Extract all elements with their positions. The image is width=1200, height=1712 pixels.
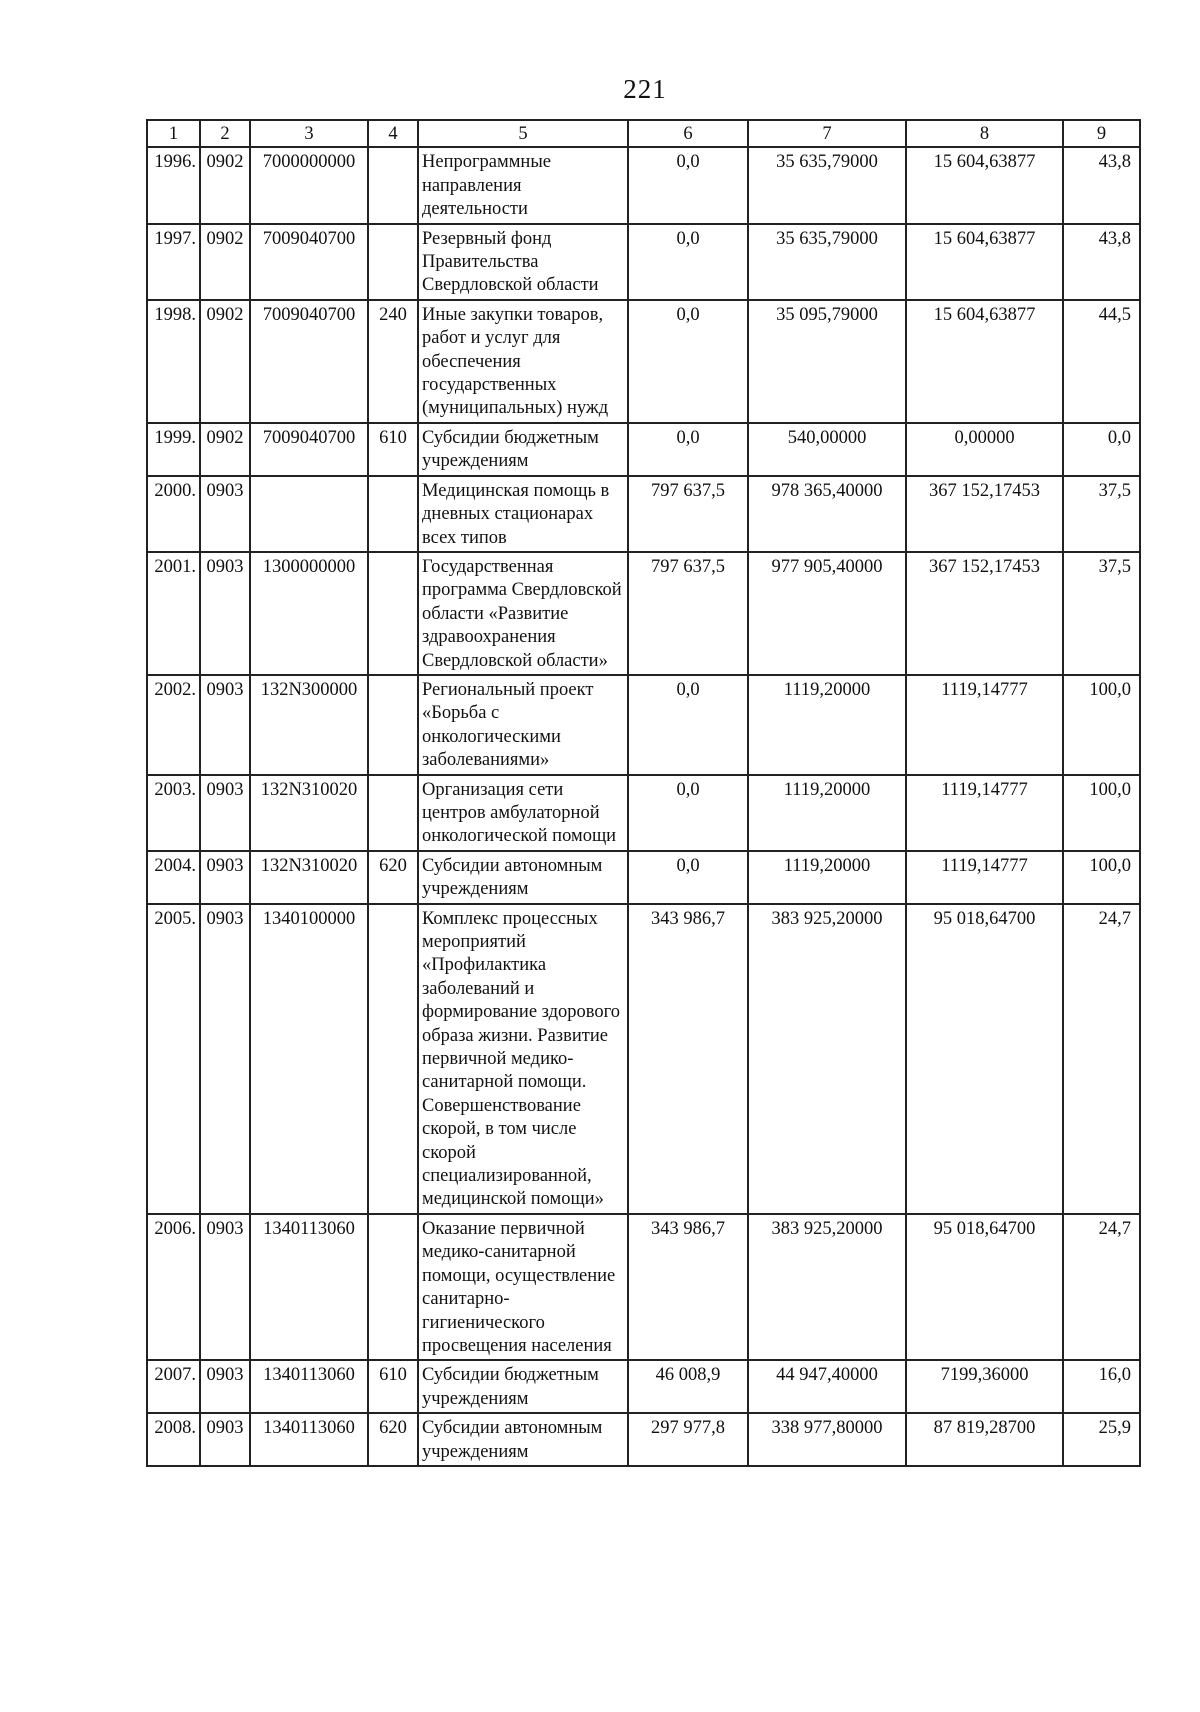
section-code: 0903 — [200, 675, 250, 775]
row-number: 2003. — [147, 775, 200, 851]
col-header: 1 — [147, 120, 200, 147]
item-name: Субсидии бюджетным учреждениям — [418, 423, 628, 476]
section-code: 0902 — [200, 224, 250, 300]
execution-percent: 37,5 — [1063, 552, 1140, 675]
header-row — [147, 120, 1140, 147]
expense-type-code — [368, 147, 418, 223]
approved-amount: 0,0 — [628, 675, 748, 775]
approved-amount: 343 986,7 — [628, 904, 748, 1214]
col-header: 5 — [418, 120, 628, 147]
item-name: Региональный проект «Борьба с онкологическими заболеваниями» — [418, 675, 628, 775]
section-code: 0902 — [200, 147, 250, 223]
executed-amount: 95 018,64700 — [906, 1214, 1063, 1360]
plan-amount: 1119,20000 — [748, 851, 906, 904]
section-code: 0903 — [200, 775, 250, 851]
col-header: 7 — [748, 120, 906, 147]
table-row — [147, 224, 1140, 300]
target-article-code: 7009040700 — [250, 300, 368, 423]
plan-amount: 338 977,80000 — [748, 1413, 906, 1466]
expense-type-code — [368, 904, 418, 1214]
execution-percent: 24,7 — [1063, 904, 1140, 1214]
item-name: Резервный фонд Правительства Свердловской области — [418, 224, 628, 300]
target-article-code: 7009040700 — [250, 224, 368, 300]
expense-type-code — [368, 675, 418, 775]
col-header: 4 — [368, 120, 418, 147]
approved-amount: 0,0 — [628, 423, 748, 476]
approved-amount: 0,0 — [628, 224, 748, 300]
row-number: 2000. — [147, 476, 200, 552]
target-article-code: 132N300000 — [250, 675, 368, 775]
row-number: 1999. — [147, 423, 200, 476]
execution-percent: 43,8 — [1063, 147, 1140, 223]
approved-amount: 343 986,7 — [628, 1214, 748, 1360]
expense-type-code: 620 — [368, 1413, 418, 1466]
row-number: 2001. — [147, 552, 200, 675]
execution-percent: 16,0 — [1063, 1360, 1140, 1413]
plan-amount: 35 635,79000 — [748, 224, 906, 300]
table-row — [147, 147, 1140, 223]
table-body — [147, 147, 1140, 1466]
table-row — [147, 675, 1140, 775]
plan-amount: 1119,20000 — [748, 675, 906, 775]
expense-type-code — [368, 552, 418, 675]
executed-amount: 1119,14777 — [906, 775, 1063, 851]
executed-amount: 15 604,63877 — [906, 224, 1063, 300]
row-number: 2004. — [147, 851, 200, 904]
table-row — [147, 476, 1140, 552]
item-name: Субсидии автономным учреждениям — [418, 1413, 628, 1466]
target-article-code: 1300000000 — [250, 552, 368, 675]
row-number: 1997. — [147, 224, 200, 300]
approved-amount: 0,0 — [628, 300, 748, 423]
plan-amount: 977 905,40000 — [748, 552, 906, 675]
approved-amount: 0,0 — [628, 147, 748, 223]
approved-amount: 0,0 — [628, 851, 748, 904]
item-name: Субсидии бюджетным учреждениям — [418, 1360, 628, 1413]
budget-table — [146, 119, 1141, 1467]
plan-amount: 35 095,79000 — [748, 300, 906, 423]
expense-type-code — [368, 224, 418, 300]
item-name: Субсидии автономным учреждениям — [418, 851, 628, 904]
plan-amount: 44 947,40000 — [748, 1360, 906, 1413]
col-header: 8 — [906, 120, 1063, 147]
executed-amount: 1119,14777 — [906, 675, 1063, 775]
plan-amount: 383 925,20000 — [748, 904, 906, 1214]
approved-amount: 797 637,5 — [628, 552, 748, 675]
target-article-code: 7000000000 — [250, 147, 368, 223]
item-name: Комплекс процессных мероприятий «Профилактика заболеваний и формирование здорового образа жизни. Развитие первичной медико-санитарной помощи. Совершенствование скорой, в том числе скорой специализированной, медицинской помощи» — [418, 904, 628, 1214]
section-code: 0903 — [200, 904, 250, 1214]
expense-type-code: 240 — [368, 300, 418, 423]
target-article-code: 132N310020 — [250, 775, 368, 851]
section-code: 0903 — [200, 1360, 250, 1413]
page-number: 221 — [623, 74, 667, 104]
approved-amount: 797 637,5 — [628, 476, 748, 552]
expense-type-code — [368, 476, 418, 552]
expense-type-code — [368, 1214, 418, 1360]
col-header: 2 — [200, 120, 250, 147]
col-header: 9 — [1063, 120, 1140, 147]
row-number: 2008. — [147, 1413, 200, 1466]
execution-percent: 100,0 — [1063, 775, 1140, 851]
expense-type-code — [368, 775, 418, 851]
section-code: 0903 — [200, 1413, 250, 1466]
row-number: 2007. — [147, 1360, 200, 1413]
col-header: 3 — [250, 120, 368, 147]
section-code: 0903 — [200, 851, 250, 904]
target-article-code: 1340113060 — [250, 1214, 368, 1360]
section-code: 0903 — [200, 476, 250, 552]
execution-percent: 100,0 — [1063, 851, 1140, 904]
executed-amount: 15 604,63877 — [906, 300, 1063, 423]
table-row — [147, 552, 1140, 675]
table-row — [147, 904, 1140, 1214]
row-number: 2006. — [147, 1214, 200, 1360]
executed-amount: 367 152,17453 — [906, 476, 1063, 552]
execution-percent: 44,5 — [1063, 300, 1140, 423]
executed-amount: 7199,36000 — [906, 1360, 1063, 1413]
item-name: Медицинская помощь в дневных стационарах всех типов — [418, 476, 628, 552]
plan-amount: 35 635,79000 — [748, 147, 906, 223]
plan-amount: 978 365,40000 — [748, 476, 906, 552]
execution-percent: 25,9 — [1063, 1413, 1140, 1466]
item-name: Иные закупки товаров, работ и услуг для обеспечения государственных (муниципальных) нужд — [418, 300, 628, 423]
execution-percent: 24,7 — [1063, 1214, 1140, 1360]
target-article-code — [250, 476, 368, 552]
item-name: Оказание первичной медико-санитарной помощи, осуществление санитарно-гигиенического просвещения населения — [418, 1214, 628, 1360]
table-row — [147, 775, 1140, 851]
item-name: Непрограммные направления деятельности — [418, 147, 628, 223]
executed-amount: 95 018,64700 — [906, 904, 1063, 1214]
table-row — [147, 1214, 1140, 1360]
item-name: Организация сети центров амбулаторной онкологической помощи — [418, 775, 628, 851]
executed-amount: 367 152,17453 — [906, 552, 1063, 675]
execution-percent: 43,8 — [1063, 224, 1140, 300]
target-article-code: 132N310020 — [250, 851, 368, 904]
target-article-code: 1340113060 — [250, 1413, 368, 1466]
table-row — [147, 851, 1140, 904]
expense-type-code: 610 — [368, 423, 418, 476]
expense-type-code: 620 — [368, 851, 418, 904]
executed-amount: 87 819,28700 — [906, 1413, 1063, 1466]
plan-amount: 383 925,20000 — [748, 1214, 906, 1360]
execution-percent: 0,0 — [1063, 423, 1140, 476]
approved-amount: 0,0 — [628, 775, 748, 851]
table-row — [147, 423, 1140, 476]
plan-amount: 1119,20000 — [748, 775, 906, 851]
approved-amount: 46 008,9 — [628, 1360, 748, 1413]
execution-percent: 100,0 — [1063, 675, 1140, 775]
table-row — [147, 1360, 1140, 1413]
section-code: 0903 — [200, 1214, 250, 1360]
approved-amount: 297 977,8 — [628, 1413, 748, 1466]
execution-percent: 37,5 — [1063, 476, 1140, 552]
row-number: 1998. — [147, 300, 200, 423]
col-header: 6 — [628, 120, 748, 147]
executed-amount: 15 604,63877 — [906, 147, 1063, 223]
item-name: Государственная программа Свердловской области «Развитие здравоохранения Свердловской области» — [418, 552, 628, 675]
table-row — [147, 1413, 1140, 1466]
executed-amount: 1119,14777 — [906, 851, 1063, 904]
target-article-code: 7009040700 — [250, 423, 368, 476]
section-code: 0902 — [200, 300, 250, 423]
row-number: 2005. — [147, 904, 200, 1214]
row-number: 2002. — [147, 675, 200, 775]
plan-amount: 540,00000 — [748, 423, 906, 476]
target-article-code: 1340113060 — [250, 1360, 368, 1413]
row-number: 1996. — [147, 147, 200, 223]
table-row — [147, 300, 1140, 423]
section-code: 0902 — [200, 423, 250, 476]
section-code: 0903 — [200, 552, 250, 675]
executed-amount: 0,00000 — [906, 423, 1063, 476]
expense-type-code: 610 — [368, 1360, 418, 1413]
target-article-code: 1340100000 — [250, 904, 368, 1214]
